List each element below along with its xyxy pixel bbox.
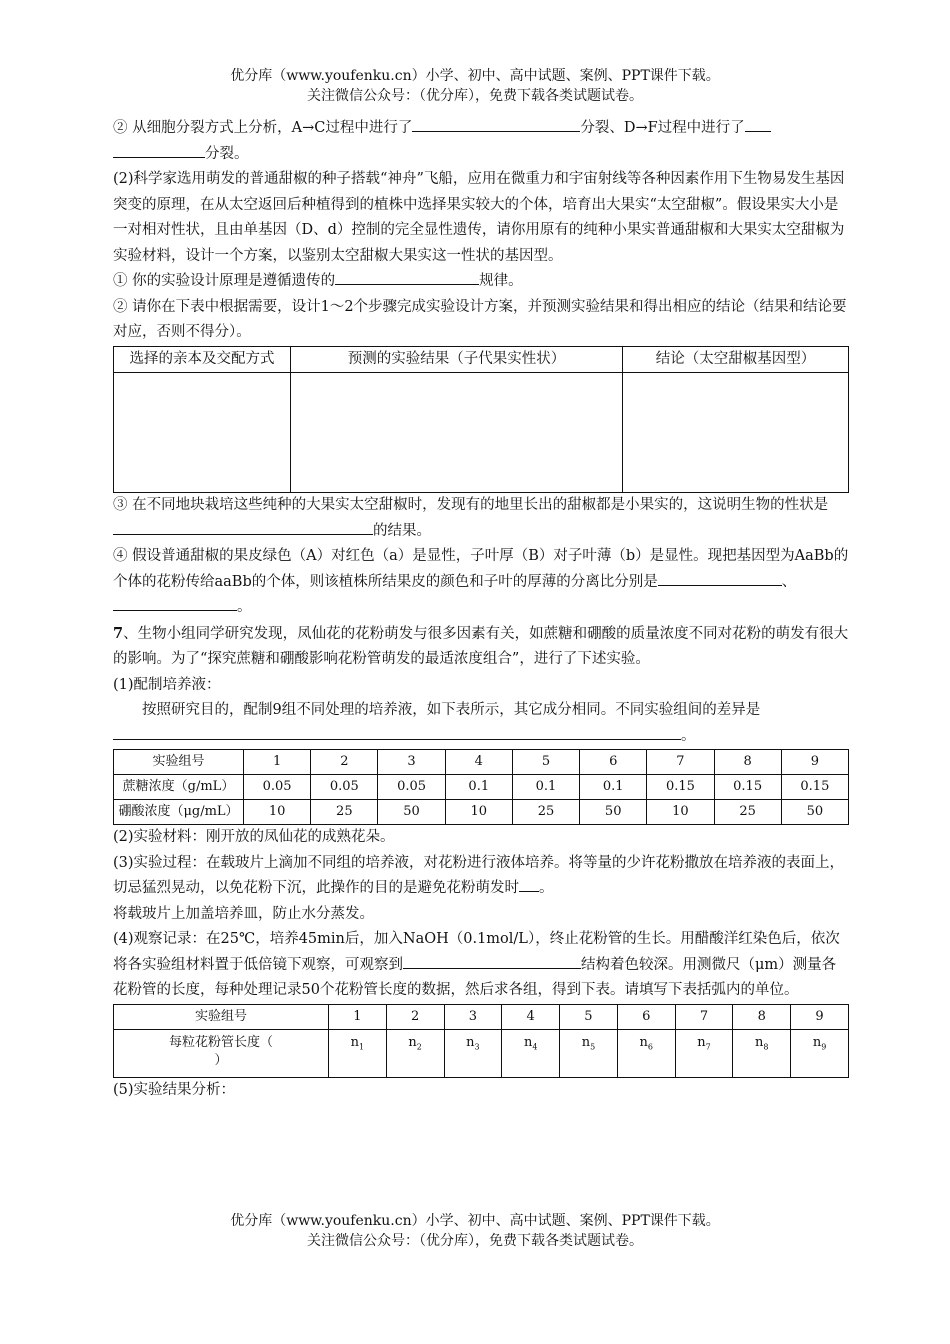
row-label-close: ） — [214, 1052, 228, 1068]
table-cell: 5 — [560, 1004, 618, 1029]
q2-4-text-b: 。 — [237, 599, 252, 615]
table-cell: 4 — [502, 1004, 560, 1029]
step-3-text-a: (3)实验过程：在载玻片上滴加不同组的培养液，对花粉进行液体培养。将等量的少许花粉撒放在培养液的表面上，切忌猛烈晃动，以免花粉下沉，此操作的目的是避免花粉萌发时 — [113, 854, 845, 896]
table-cell: $n_1$ — [329, 1029, 387, 1077]
page-header — [0, 66, 950, 106]
q2-4-text-a: ④ 假设普通甜椒的果皮绿色（A）对红色（a）是显性，子叶厚（B）对子叶薄（b）是显性。现把基因型为AaBb的个体的花粉传给aaBb的个体，则该植株所结果皮的颜色和子叶的厚薄的分离比分别是 — [113, 548, 849, 590]
table-row — [114, 750, 849, 775]
table-cell: 6 — [580, 750, 647, 775]
q2-1-text-a: ① 你的实验设计原理是遵循遗传的 — [113, 273, 336, 289]
table-cell: 50 — [378, 800, 445, 825]
answer-blank[interactable] — [412, 116, 580, 132]
step-4-text-c: ，得到下表。请填写下表括弧内的单位。 — [537, 982, 799, 998]
row-label-with-unit-blank[interactable] — [114, 1029, 329, 1077]
q2-1-text-b: 规律。 — [479, 273, 523, 289]
header-line-2: 关注微信公众号：（优分库），免费下载各类试题试卷。 — [307, 88, 643, 104]
table-cell: $n_7$ — [675, 1029, 733, 1077]
question-2-1 — [113, 269, 849, 295]
answer-blank[interactable] — [113, 142, 205, 158]
q2-4-separator: 、 — [781, 573, 797, 590]
q1-2-text-b: 分裂、D→F过程中进行了 — [580, 120, 745, 136]
footer-line-1: 优分库（www.youfenku.cn）小学、初中、高中试题、案例、PPT课件下载。 — [230, 1213, 720, 1229]
step-3-text-b: 。 — [539, 880, 554, 896]
answer-blank[interactable] — [658, 570, 782, 586]
design-table-answer-cell[interactable] — [623, 373, 849, 493]
question-2-intro: (2)科学家选用萌发的普通甜椒的种子搭载“神舟”飞船，应用在微重力和宇宙射线等各种因素作用下生物易发生基因突变的原理，在从太空返回后种植得到的植株中选择果实较大的个体，培育出大果实“太空甜椒”。假设果实大小是一对相对性状，且由单基因（D、d）控制的完全显性遗传，请你用原有的纯种小果实普通甜椒和大果实太空甜椒为实验材料，设计一个方案，以鉴别太空甜椒大果实这一性状的基因型。 — [113, 171, 845, 264]
concentration-table — [113, 749, 849, 825]
table-cell: 6 — [617, 1004, 675, 1029]
q1-2-text-a: ② 从细胞分裂方式上分析，A→C过程中进行了 — [113, 120, 413, 136]
answer-blank[interactable] — [113, 724, 681, 740]
row-label-open: 每粒花粉管长度（ — [168, 1034, 273, 1050]
table-cell: $n_4$ — [502, 1029, 560, 1077]
table-cell: 25 — [714, 800, 781, 825]
step-3 — [113, 851, 849, 902]
table-cell: $n_5$ — [560, 1029, 618, 1077]
answer-blank[interactable] — [519, 876, 539, 892]
step-1-title: (1)配制培养液： — [113, 676, 221, 693]
q1-2-text-c: 分裂。 — [205, 145, 249, 162]
step-1-end: 。 — [681, 727, 696, 744]
question-7-text: 、生物小组同学研究发现，凤仙花的花粉萌发与很多因素有关，如蔗糖和硼酸的质量浓度不同对花粉的萌发有很大的影响。为了“探究蔗糖和硼酸影响花粉管萌发的最适浓度组合”，进行了下述实验。 — [113, 625, 849, 667]
design-table — [113, 346, 849, 494]
question-2-3 — [113, 493, 849, 544]
table-cell: 0.1 — [512, 775, 579, 800]
table-cell: 4 — [445, 750, 512, 775]
row-label: 蔗糖浓度（g/mL） — [114, 775, 244, 800]
question-7-number: 7 — [113, 624, 124, 642]
design-table-header: 预测的实验结果（子代果实性状） — [291, 346, 623, 373]
answer-blank[interactable] — [113, 595, 237, 611]
table-cell: 0.15 — [647, 775, 714, 800]
table-cell: 8 — [733, 1004, 791, 1029]
answer-blank[interactable] — [335, 269, 479, 285]
table-cell: 5 — [512, 750, 579, 775]
step-1-text — [113, 698, 849, 749]
design-table-header: 选择的亲本及交配方式 — [114, 346, 291, 373]
table-cell: 0.1 — [580, 775, 647, 800]
step-4-text-b: 结构着色较深。用测微尺（μm）测量各花粉管的长度，每种处理记录50个花粉管长度的数据，然后求各组 — [113, 956, 837, 998]
step-1-body: 按照研究目的，配制9组不同处理的培养液，如下表所示，其它成分相同。不同实验组间的差异是 — [142, 702, 761, 718]
table-cell: 1 — [329, 1004, 387, 1029]
table-cell: $n_2$ — [386, 1029, 444, 1077]
step-3-cont: 将载玻片上加盖培养皿，防止水分蒸发。 — [113, 905, 374, 922]
table-row — [114, 1029, 849, 1077]
table-cell: 10 — [244, 800, 311, 825]
row-label: 实验组号 — [114, 1004, 329, 1029]
table-cell: 50 — [580, 800, 647, 825]
page-footer — [0, 1211, 950, 1251]
table-cell: 10 — [445, 800, 512, 825]
table-row — [114, 800, 849, 825]
question-2-2: ② 请你在下表中根据需要，设计1～2个步骤完成实验设计方案，并预测实验结果和得出相应的结论（结果和结论要对应，否则不得分）。 — [113, 298, 847, 340]
pollen-tube-table — [113, 1004, 849, 1078]
table-cell: 8 — [714, 750, 781, 775]
table-row — [114, 775, 849, 800]
design-table-header: 结论（太空甜椒基因型） — [623, 346, 849, 373]
question-2-4 — [113, 544, 849, 621]
table-cell: $n_8$ — [733, 1029, 791, 1077]
table-cell: $n_3$ — [444, 1029, 502, 1077]
q2-3-text-b: 的结果。 — [373, 522, 431, 539]
question-7-intro — [113, 621, 849, 673]
table-cell: 0.15 — [781, 775, 848, 800]
design-table-answer-cell[interactable] — [114, 373, 291, 493]
table-cell: 2 — [311, 750, 378, 775]
step-4 — [113, 927, 849, 1004]
table-cell: $n_9$ — [791, 1029, 849, 1077]
step-4-text-a: (4)观察记录：在25℃，培养45min后，加入NaOH（0.1mol/L），终止花粉管的生长。用醋酸洋红染色后，依次将各实验组材料置于低倍镜下观察，可观察到 — [113, 931, 840, 973]
table-cell: 1 — [244, 750, 311, 775]
table-cell: 7 — [647, 750, 714, 775]
table-cell: 50 — [781, 800, 848, 825]
table-cell: 10 — [647, 800, 714, 825]
question-1-2 — [113, 116, 849, 167]
table-cell: 9 — [781, 750, 848, 775]
page-content — [113, 116, 849, 1103]
table-cell: 3 — [444, 1004, 502, 1029]
table-cell: 0.15 — [714, 775, 781, 800]
row-label: 硼酸浓度（μg/mL） — [114, 800, 244, 825]
table-cell: 9 — [791, 1004, 849, 1029]
answer-blank[interactable] — [113, 519, 373, 535]
table-cell: $n_6$ — [617, 1029, 675, 1077]
q2-3-text-a: ③ 在不同地块栽培这些纯种的大果实太空甜椒时，发现有的地里长出的甜椒都是小果实的，这说明生物的性状是 — [113, 497, 829, 513]
step-2: (2)实验材料：刚开放的凤仙花的成熟花朵。 — [113, 829, 395, 845]
table-cell: 2 — [386, 1004, 444, 1029]
row-label: 实验组号 — [114, 750, 244, 775]
table-row — [114, 1004, 849, 1029]
design-table-answer-cell[interactable] — [291, 373, 623, 493]
table-cell: 0.05 — [378, 775, 445, 800]
table-cell: 0.05 — [311, 775, 378, 800]
footer-line-2: 关注微信公众号：（优分库），免费下载各类试题试卷。 — [307, 1233, 643, 1249]
step-5: (5)实验结果分析： — [113, 1081, 236, 1098]
table-cell: 7 — [675, 1004, 733, 1029]
table-cell: 25 — [311, 800, 378, 825]
table-cell: 0.1 — [445, 775, 512, 800]
table-cell: 3 — [378, 750, 445, 775]
table-cell: 0.05 — [244, 775, 311, 800]
header-line-1: 优分库（www.youfenku.cn）小学、初中、高中试题、案例、PPT课件下载。 — [230, 68, 720, 84]
answer-blank[interactable] — [745, 116, 771, 132]
answer-blank[interactable] — [403, 953, 581, 969]
table-cell: 25 — [512, 800, 579, 825]
